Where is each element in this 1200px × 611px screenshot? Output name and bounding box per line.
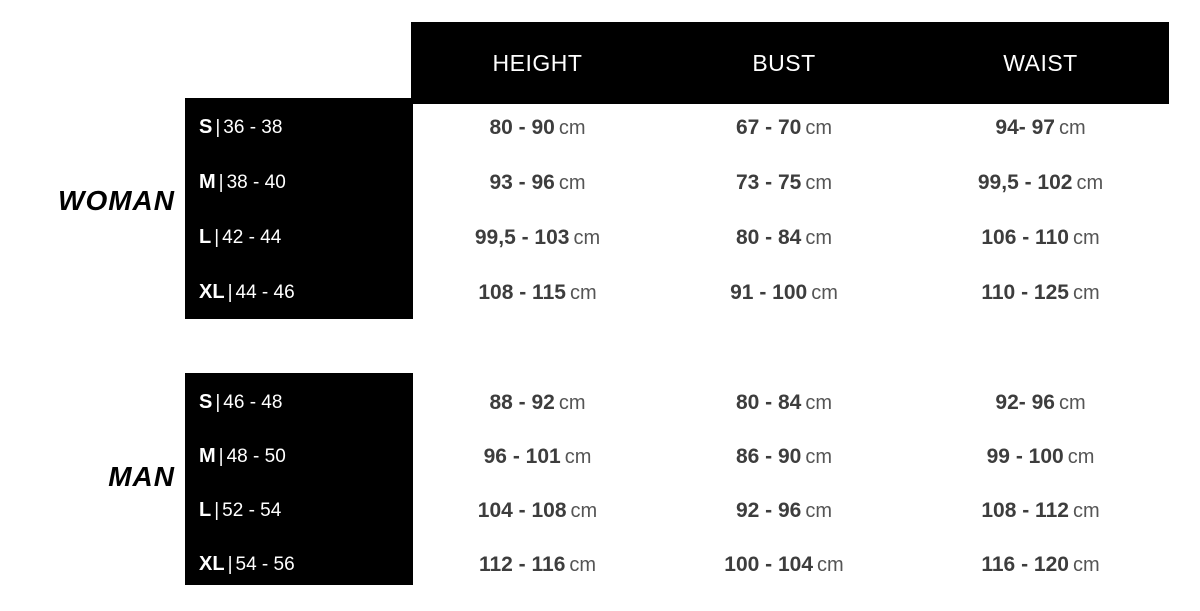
size-range: 42 - 44 (222, 227, 282, 248)
size-cell (199, 537, 409, 592)
measure-value: 99,5 - 103 (474, 226, 570, 249)
group-caption-man: MAN (108, 461, 175, 492)
size-code: M (199, 445, 216, 467)
size-separator: | (218, 172, 224, 193)
size-code: XL (199, 281, 225, 303)
measure-unit: cm (570, 500, 598, 522)
size-separator: | (215, 392, 221, 413)
size-cell (199, 265, 409, 320)
size-separator: | (227, 554, 233, 575)
measure-value: 96 - 101 (483, 445, 561, 468)
size-range: 38 - 40 (226, 172, 286, 193)
measure-unit: cm (569, 554, 597, 576)
measure-value: 99,5 - 102 (977, 171, 1073, 194)
measure-height (420, 429, 655, 484)
measure-unit: cm (805, 172, 833, 194)
measure-height (420, 100, 655, 155)
size-separator: | (215, 117, 221, 138)
table-row (0, 375, 1200, 430)
measure-waist (913, 265, 1168, 320)
measure-unit: cm (1067, 446, 1095, 468)
measure-height (420, 537, 655, 592)
measure-unit: cm (805, 446, 833, 468)
table-row (0, 155, 1200, 210)
measure-value: 106 - 110 (981, 226, 1069, 249)
table-row (0, 429, 1200, 484)
measure-unit: cm (564, 446, 592, 468)
measure-unit: cm (1076, 172, 1104, 194)
size-code: S (199, 116, 213, 138)
measure-unit: cm (558, 172, 586, 194)
measure-bust (655, 429, 913, 484)
measure-value: 92- 96 (995, 391, 1055, 414)
measure-bust (655, 483, 913, 538)
measure-unit: cm (805, 227, 833, 249)
measure-value: 67 - 70 (735, 116, 802, 139)
measure-bust (655, 210, 913, 265)
measure-unit: cm (805, 392, 833, 414)
measure-bust (655, 155, 913, 210)
size-cell (199, 429, 409, 484)
measure-height (420, 265, 655, 320)
measure-unit: cm (1072, 227, 1100, 249)
measure-waist (913, 375, 1168, 430)
column-header-height: HEIGHT (492, 50, 583, 76)
size-separator: | (214, 227, 220, 248)
measure-unit: cm (805, 500, 833, 522)
measure-bust (655, 100, 913, 155)
measure-value: 80 - 84 (735, 226, 802, 249)
size-code: L (199, 499, 212, 521)
size-separator: | (218, 446, 224, 467)
size-cell (199, 210, 409, 265)
measure-unit: cm (1058, 117, 1086, 139)
size-range: 44 - 46 (235, 282, 295, 303)
size-range: 36 - 38 (223, 117, 283, 138)
measure-unit: cm (1072, 282, 1100, 304)
measure-value: 108 - 115 (478, 281, 566, 304)
measure-value: 104 - 108 (477, 499, 567, 522)
size-range: 46 - 48 (223, 392, 283, 413)
measure-value: 100 - 104 (724, 553, 814, 576)
size-cell (199, 100, 409, 155)
measure-value: 94- 97 (995, 116, 1055, 139)
measure-value: 91 - 100 (730, 281, 808, 304)
column-header-bust: BUST (752, 50, 816, 76)
size-cell (199, 483, 409, 538)
column-header-waist: WAIST (1003, 50, 1078, 76)
size-code: M (199, 171, 216, 193)
measure-unit: cm (805, 117, 833, 139)
measure-unit: cm (817, 554, 844, 576)
table-row (0, 265, 1200, 320)
table-row (0, 483, 1200, 538)
size-cell (199, 375, 409, 430)
measure-waist (913, 155, 1168, 210)
measure-value: 88 - 92 (489, 391, 555, 414)
measure-height (420, 375, 655, 430)
measure-height (420, 155, 655, 210)
measure-unit: cm (558, 117, 586, 139)
measure-height (420, 210, 655, 265)
measure-unit: cm (558, 392, 586, 414)
measure-value: 92 - 96 (735, 499, 802, 522)
table-row (0, 100, 1200, 155)
measure-waist (913, 483, 1168, 538)
measure-unit: cm (1072, 554, 1100, 576)
measure-bust (655, 265, 913, 320)
measure-waist (913, 100, 1168, 155)
size-separator: | (227, 282, 233, 303)
measure-value: 93 - 96 (489, 171, 555, 194)
measure-value: 112 - 116 (478, 553, 566, 576)
measure-unit: cm (573, 227, 601, 249)
size-range: 48 - 50 (226, 446, 286, 467)
table-row (0, 537, 1200, 592)
measure-value: 108 - 112 (981, 499, 1069, 522)
measure-value: 110 - 125 (981, 281, 1069, 304)
measure-value: 73 - 75 (735, 171, 802, 194)
size-code: XL (199, 553, 225, 575)
group-caption-woman: WOMAN (58, 185, 175, 216)
measure-value: 80 - 84 (735, 391, 802, 414)
size-range: 52 - 54 (222, 500, 282, 521)
measure-value: 86 - 90 (735, 445, 802, 468)
measure-bust (655, 375, 913, 430)
size-range: 54 - 56 (235, 554, 295, 575)
measure-bust (655, 537, 913, 592)
measure-waist (913, 210, 1168, 265)
measure-waist (913, 537, 1168, 592)
measure-unit: cm (1058, 392, 1086, 414)
size-code: S (199, 391, 213, 413)
size-code: L (199, 226, 212, 248)
measure-value: 80 - 90 (489, 116, 555, 139)
size-cell (199, 155, 409, 210)
measure-unit: cm (569, 282, 597, 304)
measure-value: 99 - 100 (986, 445, 1064, 468)
measure-unit: cm (1072, 500, 1100, 522)
size-separator: | (214, 500, 220, 521)
table-row (0, 210, 1200, 265)
measure-value: 116 - 120 (981, 553, 1069, 576)
measure-waist (913, 429, 1168, 484)
measure-height (420, 483, 655, 538)
measure-unit: cm (811, 282, 838, 304)
